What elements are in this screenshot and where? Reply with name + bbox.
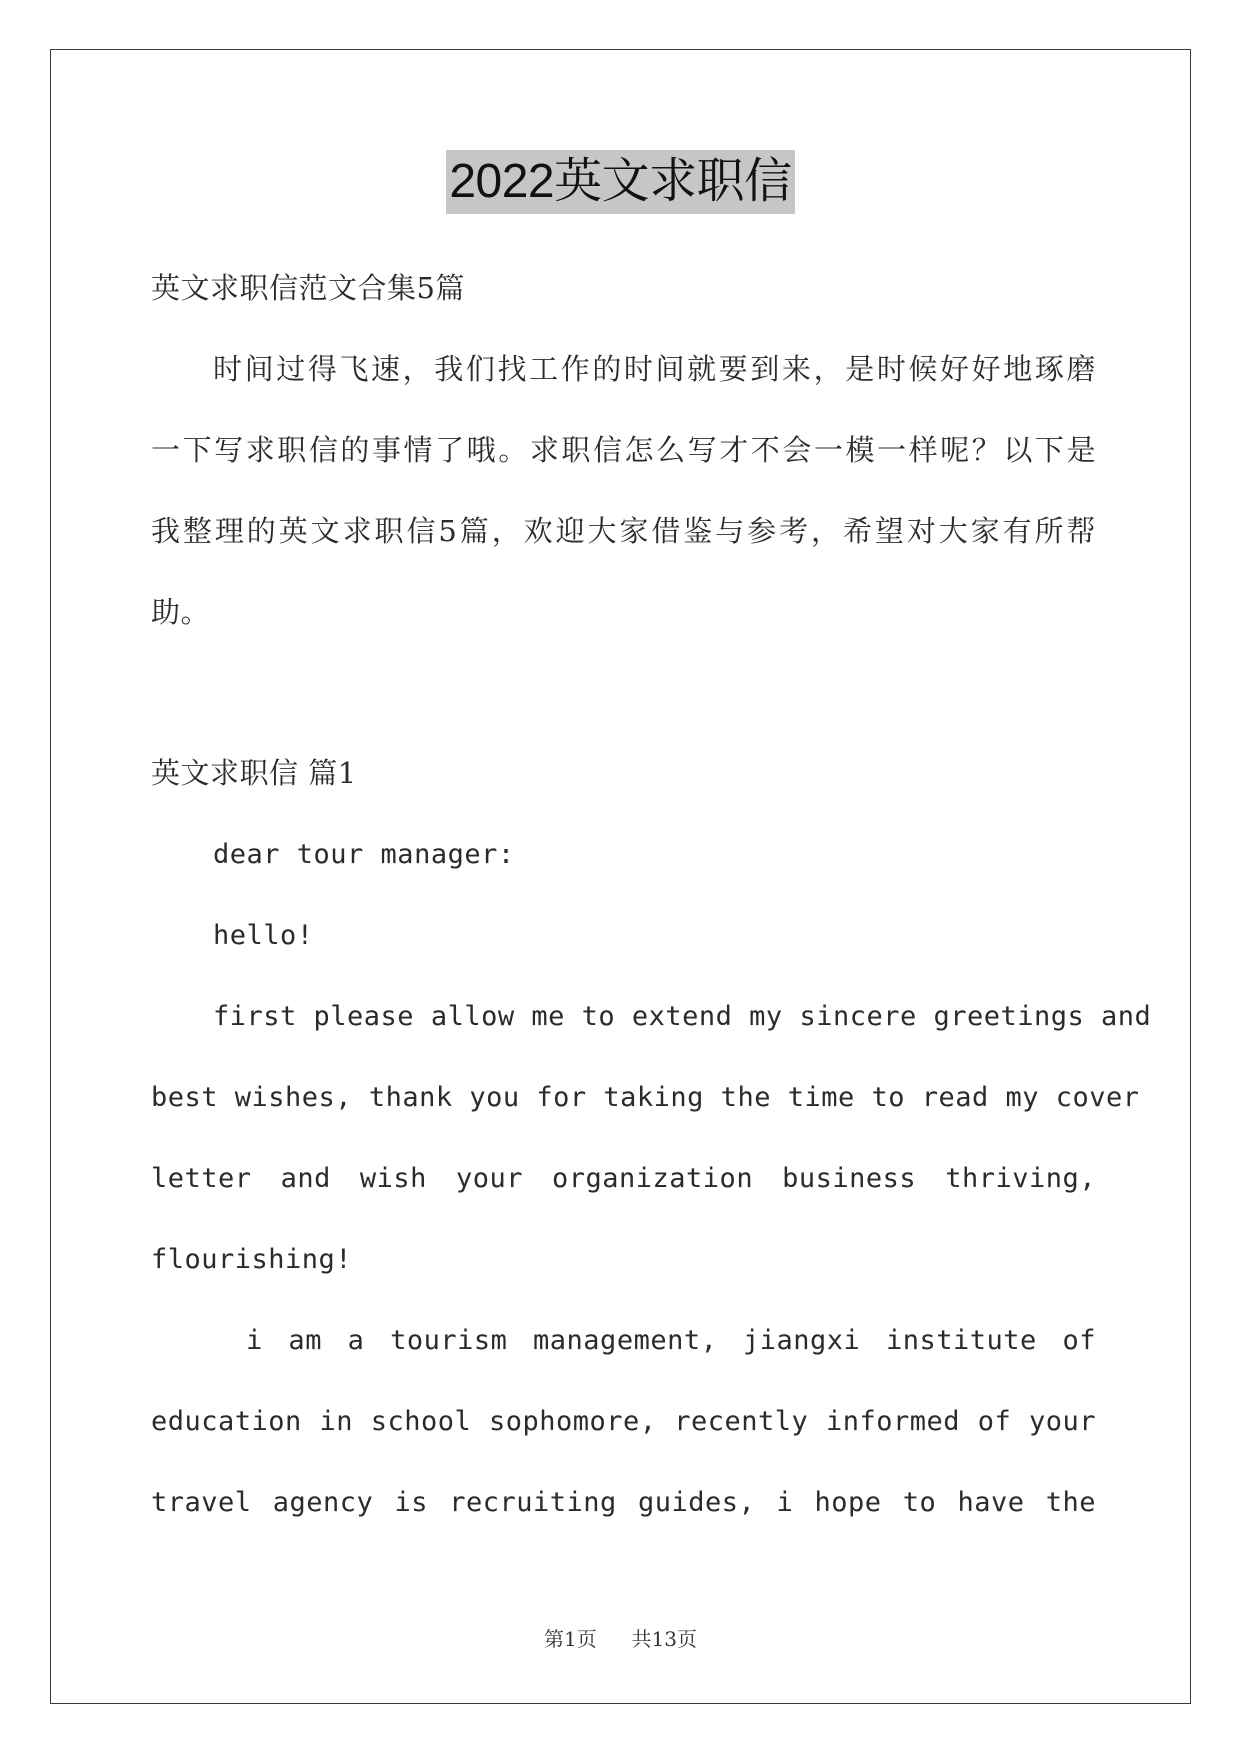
paragraph-line: first please allow me to extend my sincere greetings and <box>213 1001 1152 1032</box>
page-footer <box>0 1625 1241 1653</box>
title-container <box>0 150 1241 214</box>
intro-line: 我整理的英文求职信5篇，欢迎大家借鉴与参考，希望对大家有所帮 <box>151 514 1096 548</box>
page-number: 第1页 <box>544 1627 597 1651</box>
document-title: 2022英文求职信 <box>446 150 794 214</box>
letter-greeting: hello! <box>213 920 314 951</box>
intro-line: 时间过得飞速，我们找工作的时间就要到来，是时候好好地琢磨 <box>213 352 1096 386</box>
page-total: 共13页 <box>631 1627 697 1651</box>
paragraph-line: travel agency is recruiting guides, i hope to have the <box>151 1487 1096 1518</box>
section-heading: 英文求职信 篇1 <box>151 756 357 790</box>
paragraph-line: education in school sophomore, recently informed of your <box>151 1406 1096 1437</box>
subtitle: 英文求职信范文合集5篇 <box>151 271 465 305</box>
paragraph-line: i am a tourism management, jiangxi institute of <box>246 1325 1096 1356</box>
paragraph-line: best wishes, thank you for taking the time to read my cover <box>151 1082 1140 1113</box>
paragraph-line: flourishing! <box>151 1244 353 1275</box>
intro-line: 助。 <box>151 595 211 629</box>
intro-line: 一下写求职信的事情了哦。求职信怎么写才不会一模一样呢？以下是 <box>151 433 1096 467</box>
paragraph-line: letter and wish your organization business thriving, <box>151 1163 1096 1194</box>
letter-salutation: dear tour manager: <box>213 839 515 870</box>
